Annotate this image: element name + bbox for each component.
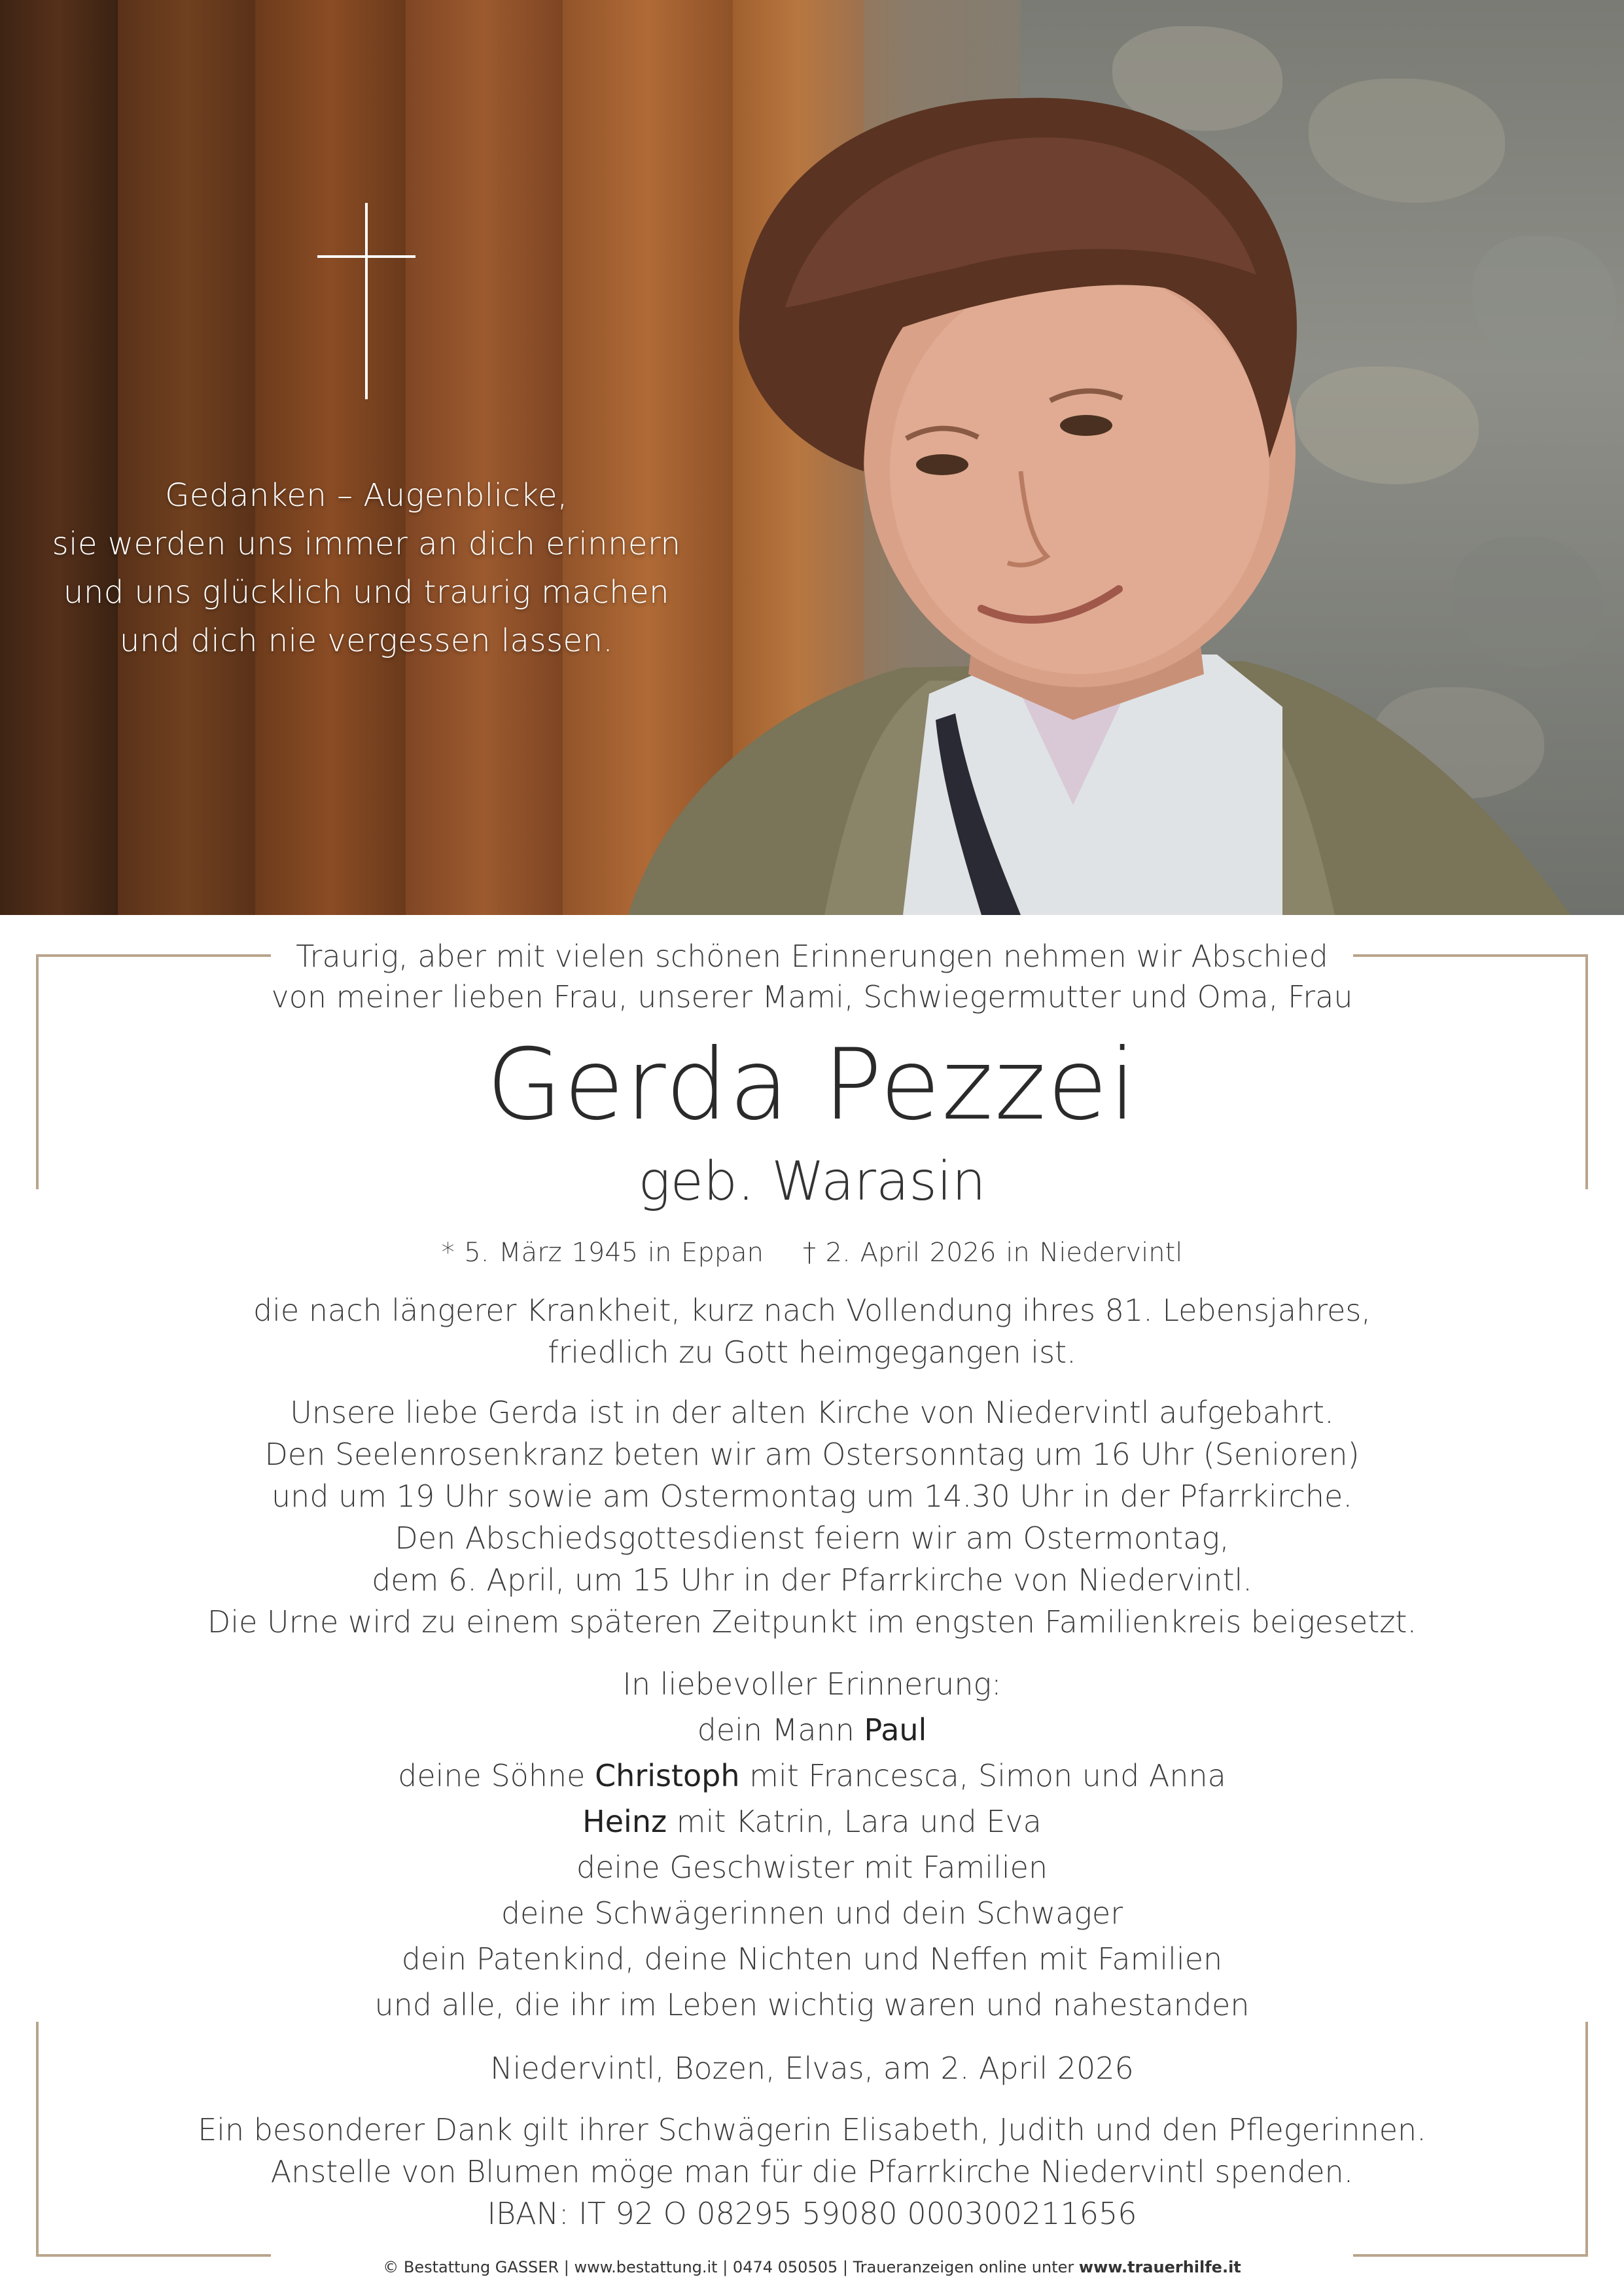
mourner-line: deine Geschwister mit Familien: [576, 1850, 1048, 1885]
closing-notes: [0, 2109, 1624, 2234]
birth-date: * 5. März 1945 in Eppan: [441, 1238, 764, 1268]
memorial-quote: [39, 471, 694, 665]
donation-line: Anstelle von Blumen möge man für die Pfarrkirche Niedervintl spenden.: [270, 2154, 1354, 2189]
footer: [0, 2258, 1624, 2276]
service-line: und um 19 Uhr sowie am Ostermontag um 14.30 Uhr in der Pfarrkirche.: [272, 1479, 1352, 1514]
quote-line: und uns glücklich und traurig machen: [63, 574, 670, 611]
footer-text: © Bestattung GASSER | www.bestattung.it | 0474 050505 | Traueranzeigen online unter: [383, 2258, 1074, 2276]
service-line: Den Seelenrosenkranz beten wir am Ostersonntag um 16 Uhr (Senioren): [264, 1437, 1360, 1472]
mourner-son-1: deine Söhne Christoph mit Francesca, Simon und Anna: [398, 1758, 1226, 1793]
iban-line: IBAN: IT 92 O 08295 59080 000300211656: [487, 2196, 1137, 2231]
mourner-line: und alle, die ihr im Leben wichtig waren und nahestanden: [374, 1987, 1250, 2022]
life-dates: [0, 1234, 1624, 1271]
portrait-photo: [0, 0, 1624, 915]
cross-icon: [317, 203, 415, 399]
birth-name: geb. Warasin: [638, 1151, 986, 1213]
obituary-text: [0, 936, 1624, 2234]
service-info: [0, 1391, 1624, 1643]
mourner-line: dein Patenkind, deine Nichten und Neffen mit Familien: [401, 1941, 1223, 1977]
mourners-list: [0, 1661, 1624, 2028]
passing-text: [0, 1289, 1624, 1373]
intro-text: [0, 936, 1624, 1017]
footer-link[interactable]: www.trauerhilfe.it: [1078, 2258, 1241, 2276]
service-line: Die Urne wird zu einem späteren Zeitpunkt im engsten Familienkreis beigesetzt.: [207, 1604, 1417, 1640]
mourner-son-2: Heinz mit Katrin, Lara und Eva: [582, 1804, 1042, 1839]
intro-line: Traurig, aber mit vielen schönen Erinnerungen nehmen wir Abschied: [296, 939, 1328, 974]
service-line: dem 6. April, um 15 Uhr in der Pfarrkirche von Niedervintl.: [372, 1562, 1252, 1598]
passing-line: die nach längerer Krankheit, kurz nach Vollendung ihres 81. Lebensjahres,: [253, 1293, 1371, 1328]
quote-line: sie werden uns immer an dich erinnern: [52, 526, 681, 562]
service-line: Den Abschiedsgottesdienst feiern wir am Ostermontag,: [395, 1520, 1229, 1556]
mourner-line: deine Schwägerinnen und dein Schwager: [501, 1895, 1123, 1931]
passing-line: friedlich zu Gott heimgegangen ist.: [548, 1335, 1076, 1370]
woman-portrait: [0, 0, 1624, 915]
quote-line: und dich nie vergessen lassen.: [119, 622, 614, 659]
mourners-heading: In liebevoller Erinnerung:: [622, 1666, 1002, 1702]
quote-line: Gedanken – Augenblicke,: [165, 477, 568, 514]
mourner-husband: dein Mann Paul: [697, 1712, 927, 1748]
thanks-line: Ein besonderer Dank gilt ihrer Schwägerin Elisabeth, Judith und den Pflegerinnen.: [198, 2112, 1426, 2147]
intro-line: von meiner lieben Frau, unserer Mami, Schwiegermutter und Oma, Frau: [271, 979, 1353, 1014]
death-date: † 2. April 2026 in Niedervintl: [802, 1238, 1183, 1268]
deceased-name: Gerda Pezzei: [486, 1028, 1138, 1142]
service-line: Unsere liebe Gerda ist in der alten Kirche von Niedervintl aufgebahrt.: [290, 1395, 1334, 1430]
place-date: Niedervintl, Bozen, Elvas, am 2. April 2026: [490, 2051, 1134, 2086]
